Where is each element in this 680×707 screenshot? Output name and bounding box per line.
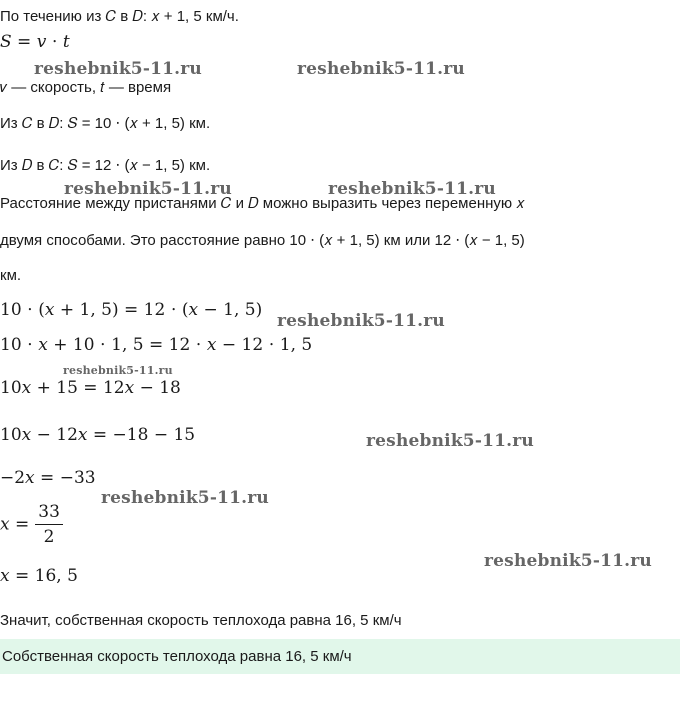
watermark: reshebnik5-11.ru bbox=[366, 431, 534, 451]
watermark: reshebnik5-11.ru bbox=[64, 179, 232, 199]
equation-step-1: 10 ⋅ (𝑥 + 1, 5) = 12 ⋅ (𝑥 − 1, 5) bbox=[0, 300, 263, 320]
line-explanation-3: км. bbox=[0, 267, 22, 284]
watermark: reshebnik5-11.ru bbox=[484, 551, 652, 571]
line-explanation-2: двумя способами. Это расстояние равно 10 ⋅ (𝑥 + 1, 5) км или 12 ⋅ (𝑥 − 1, 5) bbox=[0, 232, 525, 249]
fraction-lhs: 𝑥 = bbox=[0, 514, 30, 535]
formula-distance: 𝑆 = 𝑣 ⋅ 𝑡 bbox=[0, 32, 70, 52]
equation-step-4: 10𝑥 − 12𝑥 = −18 − 15 bbox=[0, 425, 196, 445]
watermark: reshebnik5-11.ru bbox=[34, 59, 202, 79]
equation-step-3: 10𝑥 + 15 = 12𝑥 − 18 bbox=[0, 378, 181, 398]
equation-step-6 bbox=[0, 502, 63, 547]
equation-step-2: 10 ⋅ 𝑥 + 10 ⋅ 1, 5 = 12 ⋅ 𝑥 − 12 ⋅ 1, 5 bbox=[0, 335, 313, 355]
line-c-to-d: Из 𝐶 в 𝐷: 𝑆 = 10 ⋅ (𝑥 + 1, 5) км. bbox=[0, 115, 211, 132]
equation-step-5: −2𝑥 = −33 bbox=[0, 468, 96, 488]
watermark: reshebnik5-11.ru bbox=[63, 364, 173, 377]
line-d-to-c: Из 𝐷 в 𝐶: 𝑆 = 12 ⋅ (𝑥 − 1, 5) км. bbox=[0, 157, 211, 174]
fraction bbox=[35, 502, 63, 547]
line-conclusion: Значит, собственная скорость теплохода равна 16, 5 км/ч bbox=[0, 612, 402, 629]
answer-box bbox=[0, 639, 680, 674]
answer-text: Собственная скорость теплохода равна 16, 5 км/ч bbox=[2, 648, 352, 665]
watermark: reshebnik5-11.ru bbox=[297, 59, 465, 79]
equation-step-7: 𝑥 = 16, 5 bbox=[0, 566, 78, 586]
line-explanation-1: Расстояние между пристанями 𝐶 и 𝐷 можно выразить через переменную 𝑥 bbox=[0, 195, 525, 212]
line-downstream-speed: По течению из 𝐶 в 𝐷: 𝑥 + 1, 5 км/ч. bbox=[0, 8, 239, 25]
fraction-numerator: 33 bbox=[35, 502, 63, 525]
watermark: reshebnik5-11.ru bbox=[328, 179, 496, 199]
watermark: reshebnik5-11.ru bbox=[277, 311, 445, 331]
line-legend: 𝑣 — скорость, 𝑡 — время bbox=[0, 79, 172, 96]
fraction-denominator: 2 bbox=[43, 527, 55, 547]
watermark: reshebnik5-11.ru bbox=[101, 488, 269, 508]
